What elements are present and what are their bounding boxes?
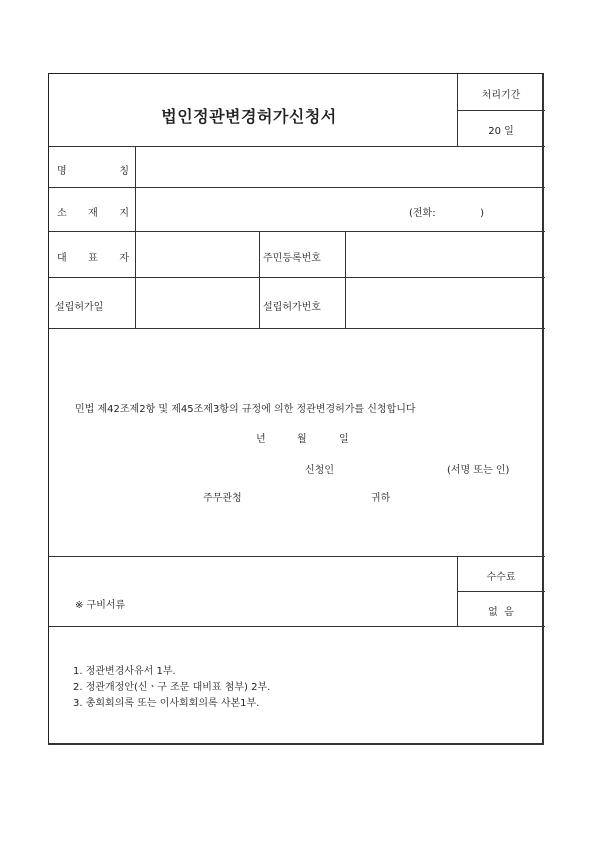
fee-label: 수수료 <box>486 572 516 583</box>
signature-hint: (서명 또는 인) <box>447 465 510 476</box>
document-item: 2. 정관개정안(신ㆍ구 조문 대비표 첨부) 2부. <box>73 682 271 693</box>
authority-label: 주무관청 <box>203 493 242 504</box>
date-day: 일 <box>339 434 349 445</box>
location-label: 소 재 지 <box>57 208 129 219</box>
applicant-label: 신청인 <box>305 465 334 476</box>
mid-column-line <box>259 231 260 328</box>
representative-field[interactable] <box>136 232 259 277</box>
document-item: 1. 정관변경사유서 1부. <box>73 666 176 677</box>
name-label: 명 칭 <box>57 166 129 177</box>
application-form <box>48 73 544 745</box>
processing-label: 처리기간 <box>481 90 521 101</box>
name-field[interactable] <box>136 147 545 187</box>
to-suffix: 귀하 <box>371 493 391 504</box>
founding-no-label: 설립허가번호 <box>263 302 321 313</box>
form-title: 법인정관변경허가신청서 <box>161 107 337 126</box>
founding-date-field[interactable] <box>136 278 259 328</box>
phone-label: (전화: ) <box>409 208 484 219</box>
processing-divider <box>457 110 545 111</box>
document-item: 3. 총회회의록 또는 이사회회의록 사본1부. <box>73 698 260 709</box>
representative-label: 대 표 자 <box>57 253 129 264</box>
row-line <box>49 556 545 557</box>
processing-value: 20 일 <box>488 126 514 137</box>
date-year: 년 <box>256 434 266 445</box>
required-documents-heading: ※ 구비서류 <box>75 600 126 611</box>
resident-no-field[interactable] <box>346 232 545 277</box>
resident-no-label: 주민등록번호 <box>263 253 321 264</box>
founding-no-field[interactable] <box>346 278 545 328</box>
founding-date-label: 설립허가일 <box>55 302 104 313</box>
statement-text: 민법 제42조제2항 및 제45조제3항의 규정에 의한 정관변경허가를 신청합니다 <box>75 404 416 415</box>
row-line <box>49 328 545 329</box>
fee-value: 없 음 <box>488 607 514 618</box>
date-month: 월 <box>297 434 307 445</box>
fee-divider <box>457 591 545 592</box>
row-line <box>49 626 545 627</box>
